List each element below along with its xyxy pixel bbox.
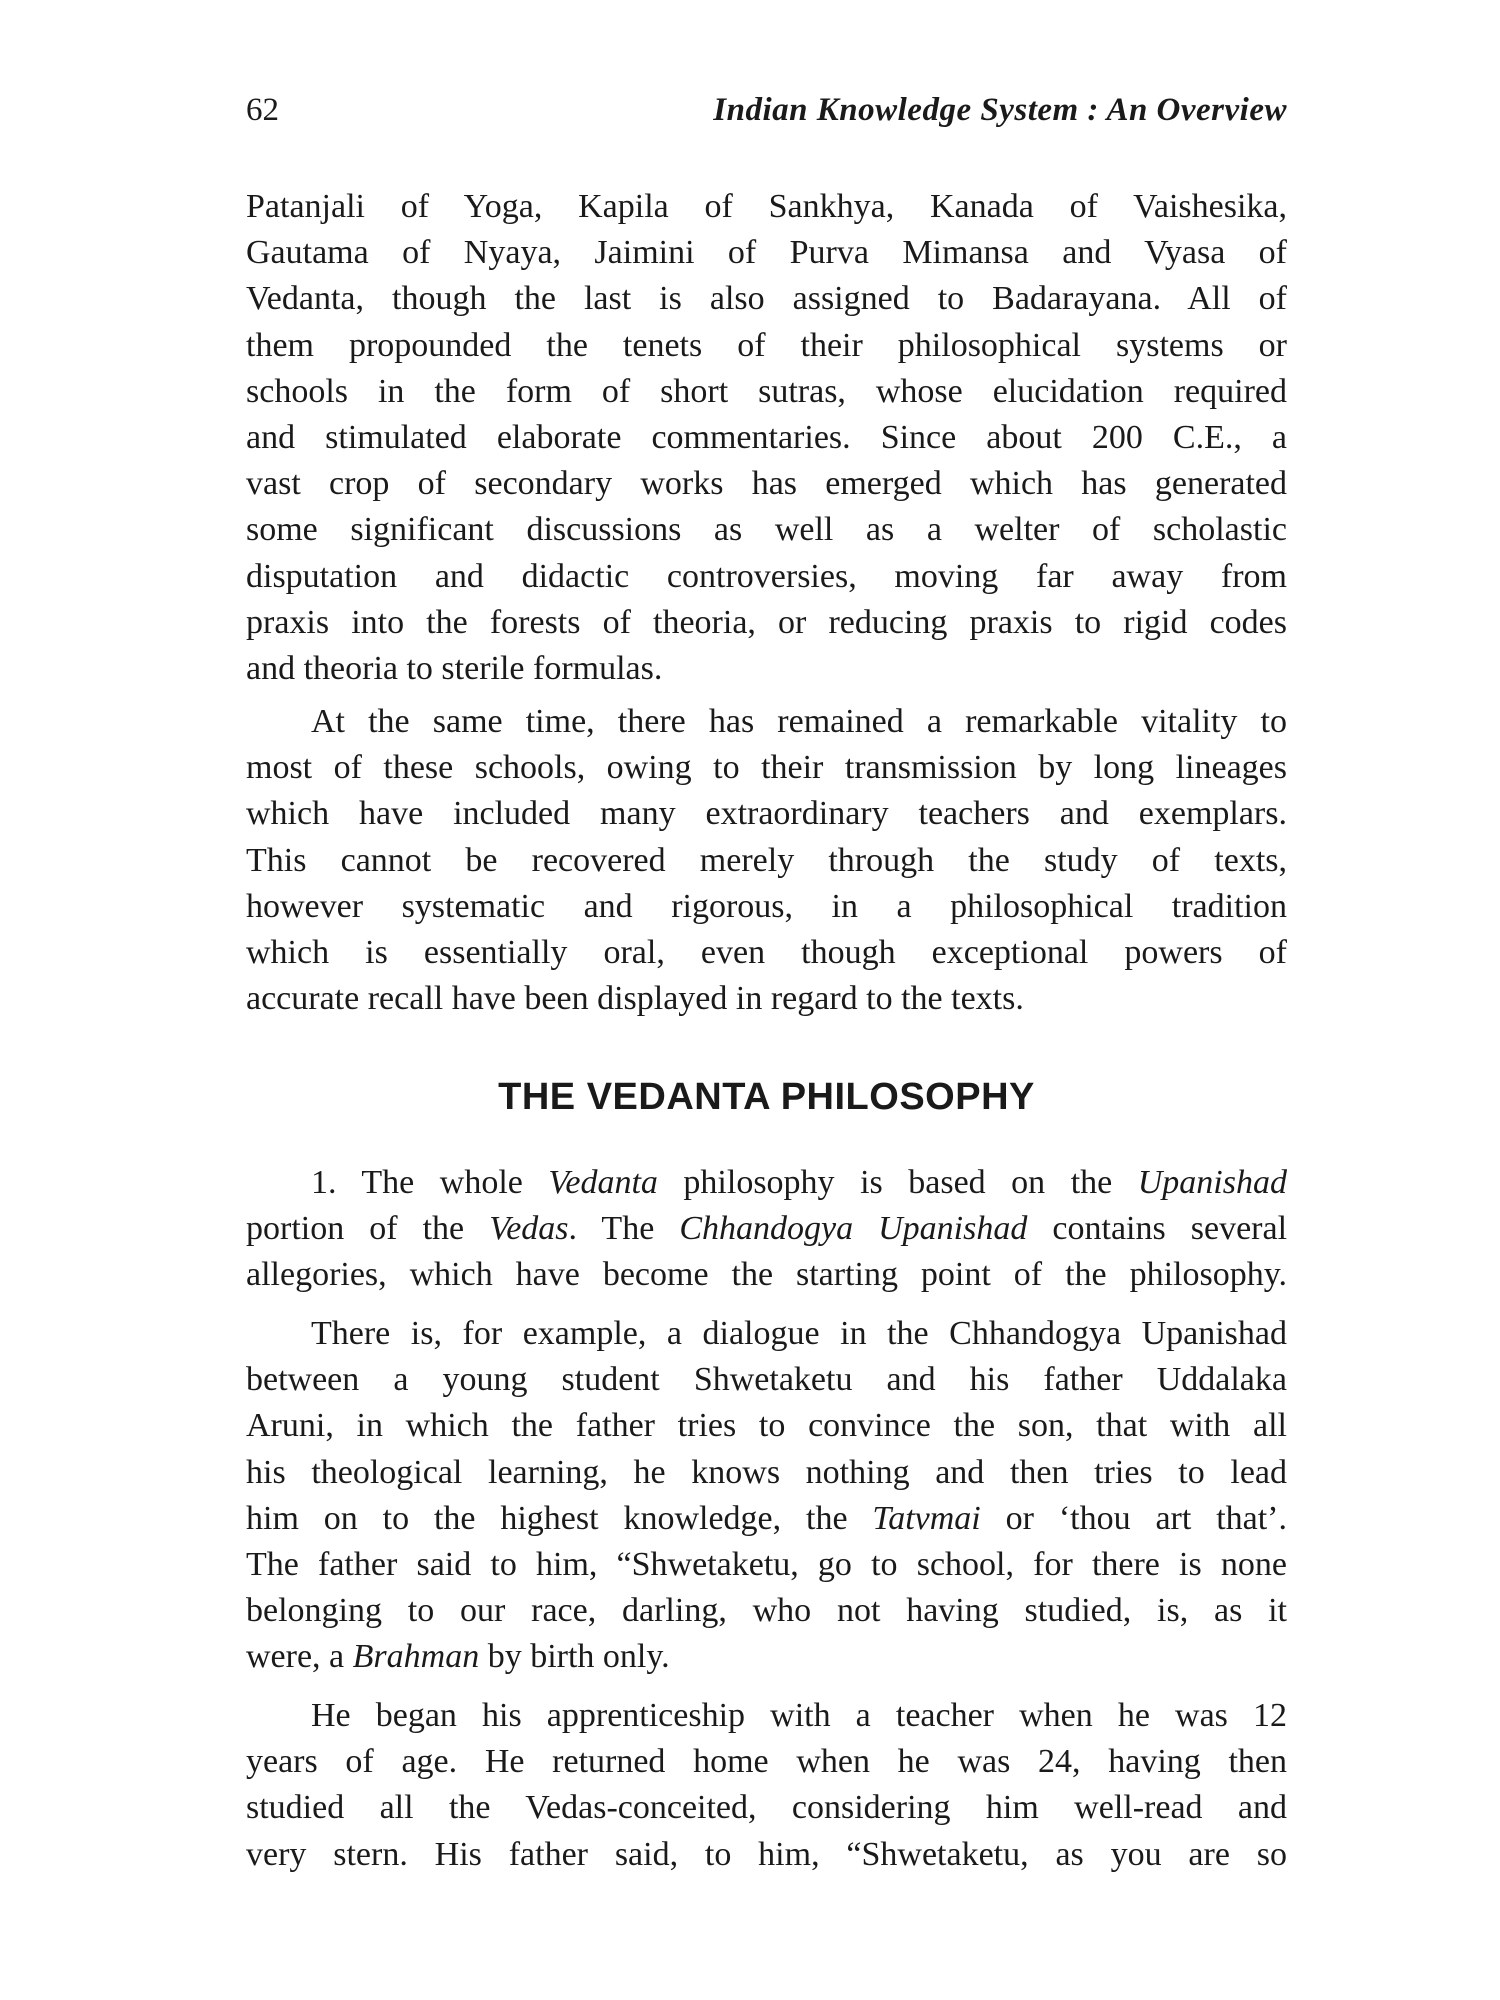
text-line	[246, 745, 1287, 791]
text-segment: Aruni, in which the father tries to convince the son, that with all	[246, 1407, 1287, 1445]
text-line	[246, 1496, 1287, 1542]
text-segment: Vedanta, though the last is also assigned to Badarayana. All of	[246, 280, 1287, 318]
text-segment: by birth only.	[479, 1638, 670, 1676]
text-line	[246, 1832, 1287, 1878]
text-line	[246, 1739, 1287, 1785]
text-segment: . The	[568, 1210, 680, 1248]
text-line	[246, 1693, 1287, 1739]
paragraph-apprenticeship	[246, 1693, 1287, 1878]
text-segment: most of these schools, owing to their transmission by long lineages	[246, 749, 1287, 787]
text-line	[246, 184, 1287, 230]
text-line	[246, 976, 1287, 1022]
text-line	[246, 230, 1287, 276]
text-segment: accurate recall have been displayed in regard to the texts.	[246, 980, 1024, 1018]
text-segment: schools in the form of short sutras, whose elucidation required	[246, 372, 1287, 410]
running-title: Indian Knowledge System : An Overview	[713, 92, 1287, 128]
text-line	[246, 600, 1287, 646]
text-line	[246, 507, 1287, 553]
text-line	[246, 1450, 1287, 1496]
text-segment: years of age. He returned home when he was 24, having then	[246, 1743, 1287, 1781]
text-segment: were, a	[246, 1638, 353, 1676]
italic-term: Chhandogya Upanishad	[679, 1210, 1028, 1248]
text-segment: allegories, which have become the starting point of the philosophy.	[246, 1256, 1287, 1294]
text-line	[246, 1252, 1287, 1298]
text-line	[246, 1206, 1287, 1252]
text-line	[246, 1403, 1287, 1449]
text-segment: belonging to our race, darling, who not having studied, is, as it	[246, 1592, 1287, 1630]
text-segment: and stimulated elaborate commentaries. Since about 200 C.E., a	[246, 418, 1287, 456]
text-line	[246, 323, 1287, 369]
text-line	[246, 1542, 1287, 1588]
text-line	[246, 276, 1287, 322]
text-line	[246, 699, 1287, 745]
text-segment: He began his apprenticeship with a teacher when he was 12	[311, 1697, 1287, 1734]
text-segment: praxis into the forests of theoria, or reducing praxis to rigid codes	[246, 603, 1287, 641]
text-segment: At the same time, there has remained a remarkable vitality to	[311, 703, 1287, 740]
text-segment: some significant discussions as well as a welter of scholastic	[246, 511, 1287, 549]
text-segment: which is essentially oral, even though exceptional powers of	[246, 933, 1287, 971]
text-segment: or ‘thou art that’.	[980, 1499, 1287, 1537]
paragraph-vedanta-basis	[246, 1160, 1287, 1299]
italic-term: Vedanta	[548, 1164, 658, 1201]
section-heading: THE VEDANTA PHILOSOPHY	[498, 1076, 1035, 1118]
text-line	[246, 554, 1287, 600]
text-line	[246, 930, 1287, 976]
text-segment: Patanjali of Yoga, Kapila of Sankhya, Kanada of Vaishesika,	[246, 188, 1287, 225]
text-segment: portion of the	[246, 1210, 490, 1248]
text-segment: vast crop of secondary works has emerged which has generated	[246, 465, 1287, 503]
text-segment: which have included many extraordinary teachers and exemplars.	[246, 795, 1287, 833]
text-segment: them propounded the tenets of their philosophical systems or	[246, 326, 1287, 364]
text-segment: Gautama of Nyaya, Jaimini of Purva Mimansa and Vyasa of	[246, 234, 1287, 272]
text-line	[246, 1311, 1287, 1357]
text-segment: however systematic and rigorous, in a philosophical tradition	[246, 887, 1287, 925]
text-segment: disputation and didactic controversies, moving far away from	[246, 557, 1287, 595]
text-line	[246, 1357, 1287, 1403]
italic-term: Upanishad	[1137, 1164, 1287, 1201]
text-line	[246, 461, 1287, 507]
text-segment: contains several	[1027, 1210, 1288, 1248]
text-line	[246, 646, 1287, 692]
paragraph-schools-founders	[246, 184, 1287, 692]
italic-term: Tatvmai	[872, 1499, 981, 1537]
text-line	[246, 1160, 1287, 1206]
text-line	[246, 415, 1287, 461]
running-header	[246, 92, 1287, 136]
text-line	[246, 1634, 1287, 1680]
text-segment: philosophy is based on the	[657, 1164, 1138, 1201]
text-line	[246, 369, 1287, 415]
text-line	[246, 791, 1287, 837]
italic-term: Brahman	[352, 1638, 480, 1676]
text-line	[246, 1588, 1287, 1634]
text-segment: This cannot be recovered merely through the study of texts,	[246, 841, 1287, 879]
italic-term: Vedas	[489, 1210, 569, 1248]
text-segment: his theological learning, he knows nothing and then tries to lead	[246, 1453, 1287, 1491]
text-segment: between a young student Shwetaketu and his father Uddalaka	[246, 1361, 1287, 1399]
paragraph-vitality	[246, 699, 1287, 1022]
text-segment: very stern. His father said, to him, “Shwetaketu, as you are so	[246, 1835, 1287, 1873]
text-line	[246, 838, 1287, 884]
page-number: 62	[246, 92, 279, 128]
text-segment: There is, for example, a dialogue in the Chhandogya Upanishad	[311, 1315, 1287, 1352]
text-segment: 1. The whole	[311, 1164, 549, 1201]
text-line	[246, 884, 1287, 930]
text-segment: him on to the highest knowledge, the	[246, 1499, 873, 1537]
text-segment: studied all the Vedas-conceited, considering him well-read and	[246, 1789, 1287, 1827]
paragraph-dialogue	[246, 1311, 1287, 1681]
text-line	[246, 1785, 1287, 1831]
text-segment: and theoria to sterile formulas.	[246, 649, 663, 687]
text-segment: The father said to him, “Shwetaketu, go to school, for there is none	[246, 1545, 1287, 1583]
